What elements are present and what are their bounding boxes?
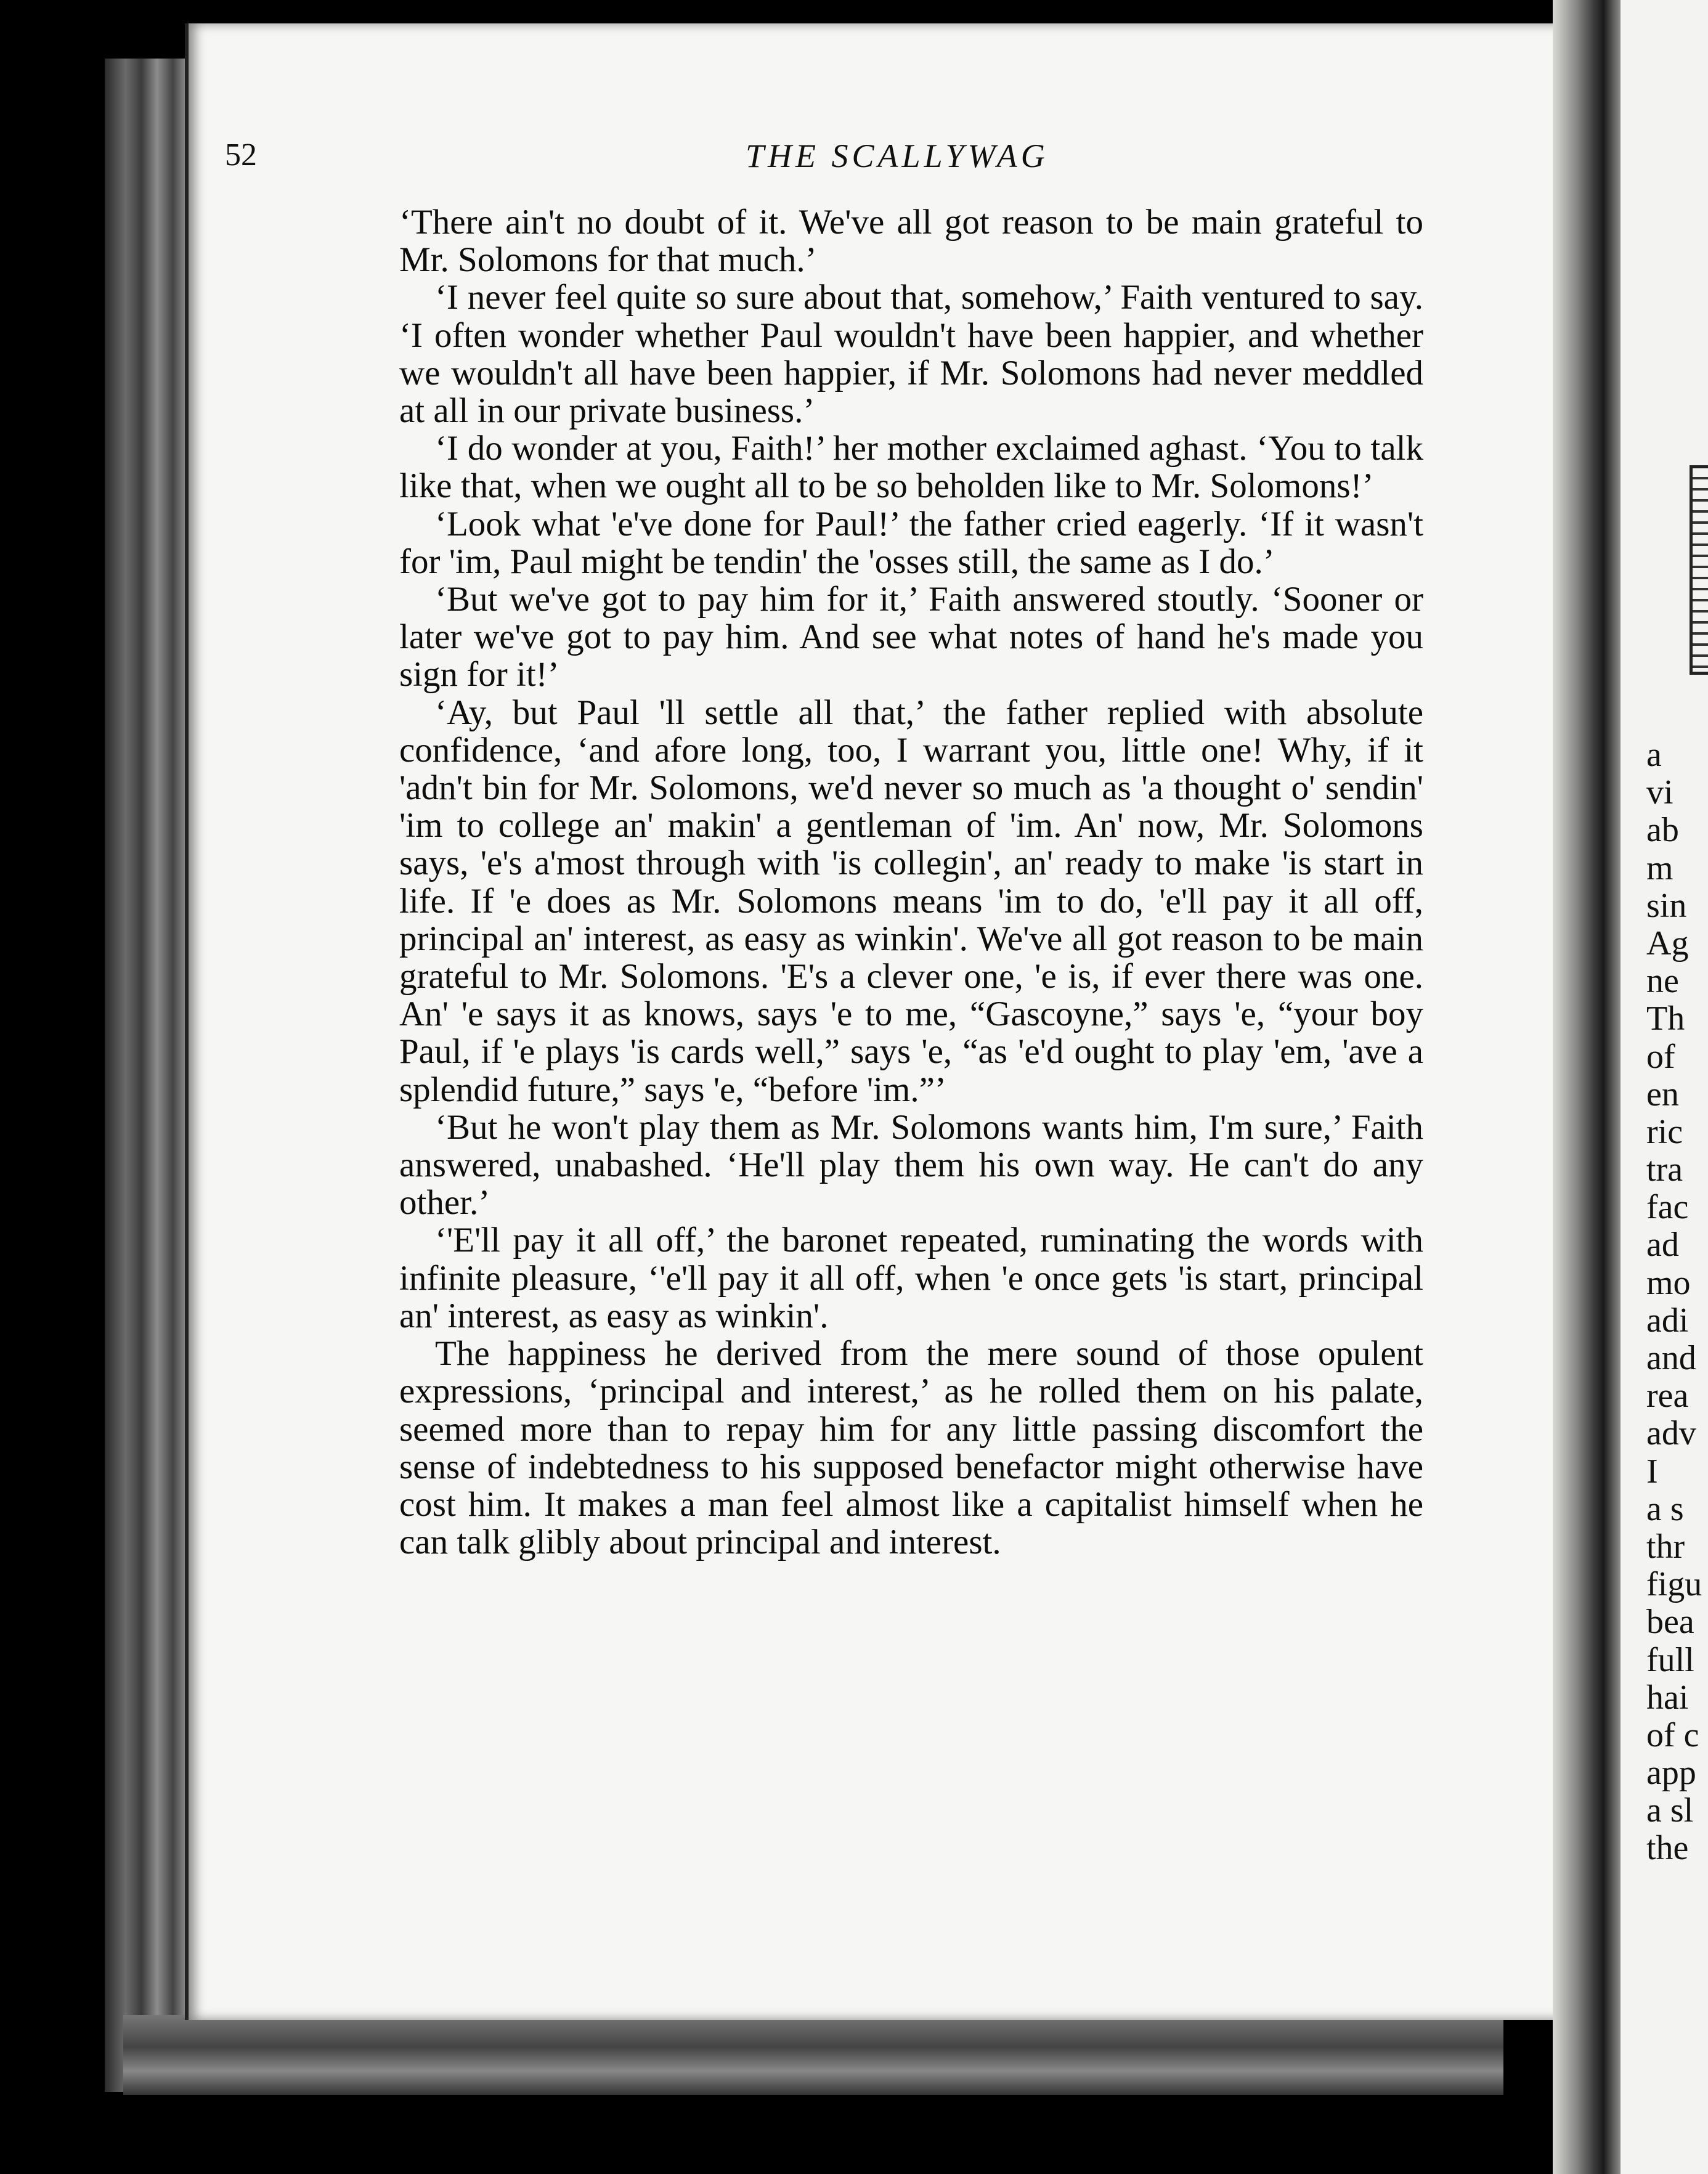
facing-line: hai xyxy=(1646,1678,1689,1717)
facing-line: and xyxy=(1646,1339,1696,1377)
paragraph: ‘Ay, but Paul 'll settle all that,’ the father replied with absolute confidence, ‘and afore long, too, I warrant you, little one! Why, if it 'adn't bin for Mr. Solomons, we'd never so much as 'a thought o' sendin' 'im to college an' makin' a gentleman of 'im. An' now, Mr. Solomons says, 'e's a'most through with 'is collegin', an' ready to make 'is start in life. If 'e does as Mr. Solomons means 'im to do, 'e'll pay it all off, principal an' interest, as easy as winkin'. We've all got reason to be main grateful to Mr. Solomons. 'E's a clever one, 'e is, if ever there was one. An' 'e says it as knows, says 'e to me, “Gascoyne,” says 'e, “your boy Paul, if 'e plays 'is cards well,” says 'e, “as 'e'd ought to play 'em, 'ave a splendid future,” says 'e, “before 'im.”’ xyxy=(399,693,1423,1109)
paragraph: ‘But he won't play them as Mr. Solomons wants him, I'm sure,’ Faith answered, unabashed. ‘He'll play them his own way. He can't do any other.’ xyxy=(399,1107,1423,1223)
facing-line: a sl xyxy=(1646,1791,1694,1830)
facing-line: ric xyxy=(1646,1112,1683,1151)
book-bottom-edge xyxy=(123,2015,1503,2095)
facing-line: I xyxy=(1646,1452,1658,1491)
paragraph: ‘I do wonder at you, Faith!’ her mother exclaimed aghast. ‘You to talk like that, when we ought all to be so beholden like to Mr. Solomons!’ xyxy=(399,429,1423,506)
facing-line: ad xyxy=(1646,1226,1679,1264)
facing-line: of xyxy=(1646,1037,1675,1076)
facing-page-ornament xyxy=(1690,465,1708,675)
facing-line: thr xyxy=(1646,1527,1685,1566)
paragraph: ‘There ain't no doubt of it. We've all got reason to be main grateful to Mr. Solomons for that much.’ xyxy=(399,203,1423,280)
facing-line: adv xyxy=(1646,1414,1696,1453)
page-number: 52 xyxy=(225,137,257,173)
facing-line: the xyxy=(1646,1829,1689,1868)
facing-line: en xyxy=(1646,1075,1679,1113)
paragraph: ‘'E'll pay it all off,’ the baronet repeated, ruminating the words with infinite pleasure, ‘'e'll pay it all off, when 'e once gets 'is start, principal an' interest, as easy as winkin'. xyxy=(399,1221,1423,1335)
body-text xyxy=(399,203,1423,1561)
facing-line: ne xyxy=(1646,962,1679,1001)
facing-line: Th xyxy=(1646,999,1685,1038)
running-title: THE SCALLYWAG xyxy=(746,137,1049,174)
facing-line: adi xyxy=(1646,1301,1689,1340)
facing-line: figu xyxy=(1646,1565,1702,1604)
facing-line: bea xyxy=(1646,1603,1694,1642)
facing-line: of c xyxy=(1646,1716,1699,1754)
paragraph: ‘But we've got to pay him for it,’ Faith answered stoutly. ‘Sooner or later we've got to pay him. And see what notes of hand he's made you sign for it!’ xyxy=(399,580,1423,694)
facing-line: m xyxy=(1646,849,1673,887)
facing-line: a xyxy=(1646,736,1662,774)
facing-line: rea xyxy=(1646,1377,1689,1415)
facing-line: a s xyxy=(1646,1489,1684,1528)
facing-line: app xyxy=(1646,1754,1696,1793)
facing-line: Ag xyxy=(1646,924,1689,963)
facing-line: sin xyxy=(1646,886,1687,925)
facing-line: full xyxy=(1646,1640,1694,1679)
paragraph: ‘I never feel quite so sure about that, somehow,’ Faith ventured to say. ‘I often wonder whether Paul wouldn't have been happier, and whether we wouldn't all have been happier, if Mr. Solomons had never meddled at all in our private business.’ xyxy=(399,278,1423,431)
facing-page-text xyxy=(1646,736,1708,1868)
paragraph: The happiness he derived from the mere sound of those opulent expressions, ‘principal and interest,’ as he rolled them on his palate, seemed more than to repay him for any little passing discomfort the sense of indebtedness to his supposed benefactor might otherwise have cost him. It makes a man feel almost like a capitalist himself when he can talk glibly about principal and interest. xyxy=(399,1334,1423,1562)
facing-line: ab xyxy=(1646,811,1679,850)
paragraph: ‘Look what 'e've done for Paul!’ the father cried eagerly. ‘If it wasn't for 'im, Paul might be tendin' the 'osses still, the same as I do.’ xyxy=(399,504,1423,581)
facing-line: fac xyxy=(1646,1188,1689,1227)
facing-line: tra xyxy=(1646,1150,1683,1189)
facing-line: mo xyxy=(1646,1263,1691,1302)
facing-line: vi xyxy=(1646,773,1673,812)
